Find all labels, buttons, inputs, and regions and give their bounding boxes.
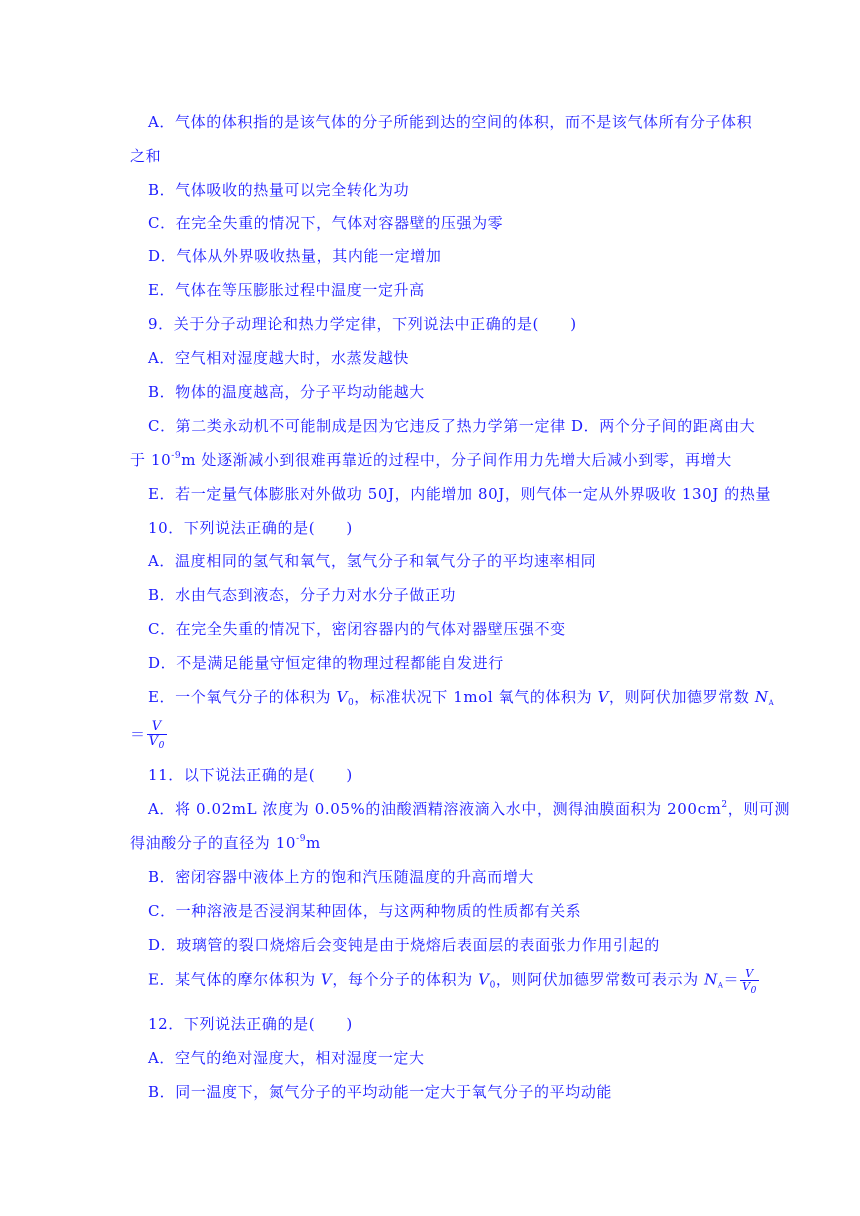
q10-option-a: A．温度相同的氢气和氧气，氢气分子和氧气分子的平均速率相同 — [148, 552, 597, 570]
q12-stem: 12．下列说法正确的是( ) — [148, 1015, 353, 1033]
q11-e-fraction — [740, 967, 759, 996]
q11-a2-pre: 得油酸分子的直径为 10 — [130, 834, 297, 852]
q11-option-a-line2 — [130, 833, 321, 853]
q11-e-mid: ，每个分子的体积为 — [332, 970, 479, 989]
q12-option-b: B．同一温度下，氮气分子的平均动能一定大于氧气分子的平均动能 — [148, 1083, 613, 1101]
q9-d-post: m 处逐渐减小到很难再靠近的过程中，分子间作用力先增大后减小到零，再增大 — [181, 451, 732, 469]
q11-option-e — [148, 967, 759, 996]
q11-e-denominator — [740, 980, 759, 996]
q8-option-d: D．气体从外界吸收热量，其内能一定增加 — [148, 247, 442, 265]
q11-a2-exponent: -9 — [296, 834, 307, 844]
q8-option-c: C．在完全失重的情况下，气体对容器壁的压强为零 — [148, 214, 504, 232]
q9-option-e: E．若一定量气体膨胀对外做功 50J，内能增加 80J，则气体一定从外界吸收 130J 的热量 — [148, 485, 772, 503]
q11-e-v: V — [320, 970, 333, 989]
q11-e-numerator: V — [740, 968, 759, 981]
q9-option-d-line — [130, 450, 732, 470]
q10-e-na: N — [754, 688, 769, 706]
q10-e-denominator — [147, 735, 167, 749]
q11-a-post: ，则可测 — [727, 800, 791, 818]
q9-option-a: A．空气相对湿度越大时，水蒸发越快 — [148, 349, 410, 367]
q10-e-numerator: V — [147, 720, 167, 735]
q10-e-equals: ＝ — [130, 725, 146, 744]
q9-stem: 9．关于分子动理论和热力学定律，下列说法中正确的是( ) — [148, 315, 577, 333]
q10-e-v0-sub: 0 — [347, 698, 355, 708]
q10-e-den-sub: 0 — [158, 741, 165, 751]
q10-e-pre: E．一个氧气分子的体积为 — [148, 688, 337, 706]
q8-option-a-line2: 之和 — [130, 147, 162, 165]
q10-option-b: B．水由气态到液态，分子力对水分子做正功 — [148, 586, 457, 604]
q11-a2-post: m — [306, 834, 321, 852]
q10-option-c: C．在完全失重的情况下，密闭容器内的气体对器壁压强不变 — [148, 620, 566, 638]
q10-e-fraction — [147, 720, 167, 749]
q11-a-exponent: 2 — [721, 800, 728, 810]
q12-option-a: A．空气的绝对湿度大，相对湿度一定大 — [148, 1049, 425, 1067]
q9-option-c: C．第二类永动机不可能制成是因为它违反了热力学第一定律 D．两个分子间的距离由大 — [148, 417, 756, 435]
q11-option-c: C．一种溶液是否浸润某种固体，与这两种物质的性质都有关系 — [148, 902, 582, 920]
q9-d-pre: 于 10 — [130, 451, 172, 469]
q11-e-post: ，则阿伏加德罗常数可表示为 — [495, 970, 705, 989]
q11-e-na: N — [704, 970, 718, 989]
q11-e-na-sub: A — [717, 981, 724, 990]
q11-e-v0: V — [478, 970, 490, 989]
q10-e-post: ，则阿伏加德罗常数 — [609, 688, 755, 706]
q11-option-a-line1 — [148, 799, 790, 819]
q11-stem: 11．以下说法正确的是( ) — [148, 766, 353, 784]
q10-e-den-v: V — [148, 734, 159, 749]
q10-e-na-sub: A — [768, 699, 775, 707]
q11-e-v0-sub: 0 — [489, 980, 496, 991]
q10-option-e — [148, 687, 774, 707]
q11-option-d: D．玻璃管的裂口烧熔后会变钝是由于烧熔后表面层的表面张力作用引起的 — [148, 936, 660, 954]
q10-stem: 10．下列说法正确的是( ) — [148, 519, 353, 537]
q11-a-pre: A．将 0.02mL 浓度为 0.05%的油酸酒精溶液滴入水中，测得油膜面积为 200cm — [148, 800, 722, 818]
q9-d-exponent: -9 — [171, 451, 182, 461]
q11-e-den-sub: 0 — [750, 986, 757, 996]
q10-e-v0: V — [336, 688, 348, 706]
q11-option-b: B．密闭容器中液体上方的饱和汽压随温度的升高而增大 — [148, 868, 535, 886]
q9-option-b: B．物体的温度越高，分子平均动能越大 — [148, 383, 425, 401]
q11-e-den-v: V — [742, 980, 751, 993]
q8-option-a-line1: A．气体的体积指的是该气体的分子所能到达的空间的体积，而不是该气体所有分子体积 — [148, 113, 753, 131]
q10-option-e-formula — [130, 720, 167, 749]
q11-e-equals: ＝ — [723, 970, 740, 989]
q8-option-e: E．气体在等压膨胀过程中温度一定升高 — [148, 281, 425, 299]
q8-option-b: B．气体吸收的热量可以完全转化为功 — [148, 181, 410, 199]
q10-e-mid: ，标准状况下 1mol 氧气的体积为 — [354, 688, 598, 706]
q10-e-v: V — [597, 688, 610, 706]
q10-option-d: D．不是满足能量守恒定律的物理过程都能自发进行 — [148, 654, 504, 672]
q11-e-pre: E．某气体的摩尔体积为 — [148, 970, 321, 989]
